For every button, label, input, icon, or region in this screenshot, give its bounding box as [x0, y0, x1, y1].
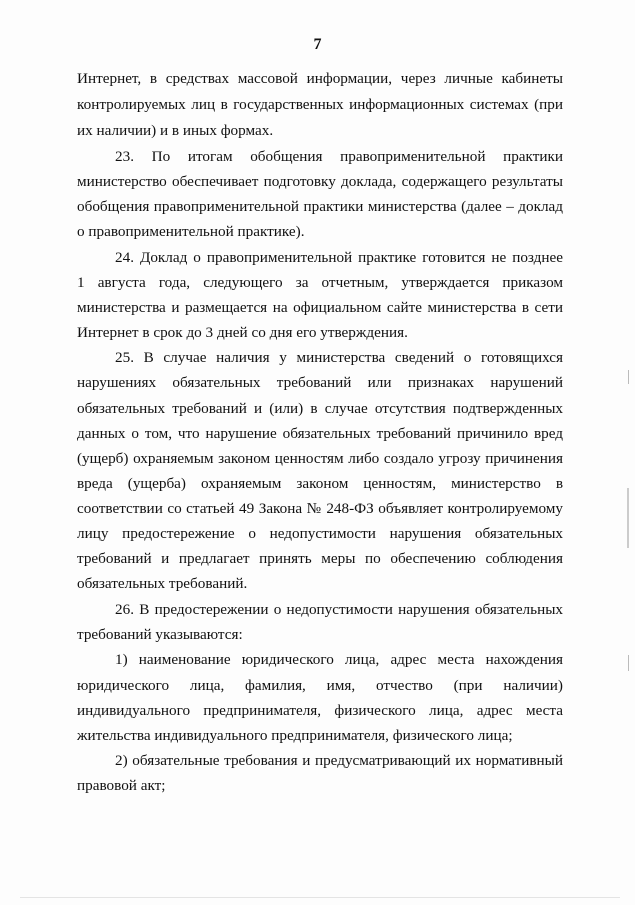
page-number: 7	[313, 36, 322, 53]
text-line: юридического лица, фамилия, имя, отчество (при наличии)	[77, 677, 563, 694]
text-line: (ущерб) охраняемым законом ценностям либо создало угрозу причинения	[77, 450, 563, 467]
text-line: соответствии со статьей 49 Закона № 248-ФЗ объявляет контролируемому	[77, 500, 563, 517]
text-line: вреда (ущерба) охраняемым законом ценностям, министерство в	[77, 475, 563, 492]
scan-artifact	[627, 488, 629, 548]
text-line: обязательных требований и (или) в случае отсутствия подтвержденных	[77, 400, 563, 417]
text-line: лицу предостережение о недопустимости нарушения обязательных	[77, 525, 563, 542]
scan-artifact	[628, 370, 629, 384]
text-line: данных о том, что нарушение обязательных требований причинило вред	[77, 425, 563, 442]
text-line: обязательных требований.	[77, 575, 248, 592]
text-line: обобщения правоприменительной практики министерства (далее – доклад	[77, 198, 563, 215]
text-line: правовой акт;	[77, 777, 166, 794]
text-line: Интернет в срок до 3 дней со дня его утверждения.	[77, 324, 408, 341]
text-line: 26. В предостережении о недопустимости нарушения обязательных	[115, 601, 563, 618]
text-line: 23. По итогам обобщения правоприменительной практики	[115, 148, 563, 165]
text-line: 1 августа года, следующего за отчетным, утверждается приказом	[77, 274, 563, 291]
text-line: 25. В случае наличия у министерства сведений о готовящихся	[115, 349, 563, 366]
text-line: жительства индивидуального предпринимателя, физического лица;	[77, 727, 513, 744]
text-line: требований и предлагает принять меры по обеспечению соблюдения	[77, 550, 563, 567]
text-line: контролируемых лиц в государственных информационных системах (при	[77, 96, 563, 113]
text-line: министерства и размещается на официальном сайте министерства в сети	[77, 299, 563, 316]
text-line: 2) обязательные требования и предусматривающий их нормативный	[115, 752, 563, 769]
scan-artifact	[20, 897, 620, 898]
text-line: о правоприменительной практике).	[77, 223, 305, 240]
text-line: их наличии) и в иных формах.	[77, 122, 274, 139]
scan-artifact	[628, 655, 629, 671]
text-line: нарушениях обязательных требований или признаках нарушений	[77, 374, 563, 391]
text-line: 1) наименование юридического лица, адрес места нахождения	[115, 651, 563, 668]
text-line: требований указываются:	[77, 626, 243, 643]
text-line: министерство обеспечивает подготовку доклада, содержащего результаты	[77, 173, 563, 190]
text-line: индивидуального предпринимателя, физического лица, адрес места	[77, 702, 563, 719]
text-line: Интернет, в средствах массовой информации, через личные кабинеты	[77, 70, 563, 87]
text-line: 24. Доклад о правоприменительной практике готовится не позднее	[115, 249, 563, 266]
